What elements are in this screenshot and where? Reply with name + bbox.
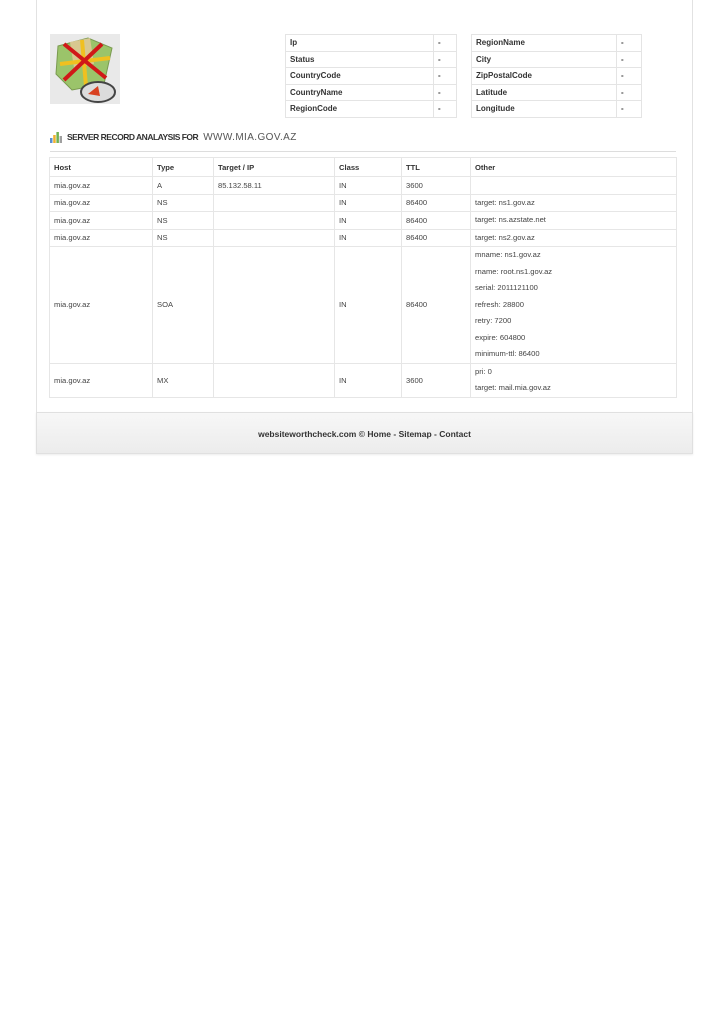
footer-sitemap-link[interactable]: Sitemap <box>398 429 432 439</box>
cell-type: MX <box>153 363 214 397</box>
geo-value: - <box>434 101 457 118</box>
cell-other <box>471 247 677 364</box>
cell-class: IN <box>335 177 402 195</box>
geo-row <box>286 35 457 52</box>
other-line: target: ns2.gov.az <box>475 232 535 242</box>
cell-class: IN <box>335 247 402 364</box>
geo-key: City <box>472 51 617 68</box>
cell-ttl: 86400 <box>402 212 471 230</box>
geo-row <box>286 84 457 101</box>
dns-records-table <box>49 157 677 398</box>
geo-row <box>472 68 642 85</box>
geo-value: - <box>617 68 642 85</box>
cell-host: mia.gov.az <box>50 212 153 230</box>
cell-other <box>471 363 677 397</box>
geo-row <box>472 35 642 52</box>
section-divider <box>50 151 676 152</box>
geo-key: CountryCode <box>286 68 434 85</box>
geo-row <box>286 101 457 118</box>
cell-host: mia.gov.az <box>50 177 153 195</box>
other-line: target: ns.azstate.net <box>475 215 546 224</box>
other-line: expire: 604800 <box>475 332 526 342</box>
cell-class: IN <box>335 229 402 247</box>
geo-row <box>472 51 642 68</box>
footer-separator: - <box>393 429 397 439</box>
cell-target <box>214 229 335 247</box>
cell-other <box>471 194 677 212</box>
cell-host: mia.gov.az <box>50 229 153 247</box>
cell-ttl: 86400 <box>402 247 471 364</box>
geo-value: - <box>617 51 642 68</box>
geo-key: Longitude <box>472 101 617 118</box>
other-line: refresh: 28800 <box>475 299 524 309</box>
cell-other <box>471 212 677 230</box>
dns-header-row <box>50 158 677 177</box>
cell-ttl: 86400 <box>402 229 471 247</box>
table-row <box>50 177 677 195</box>
cell-host: mia.gov.az <box>50 247 153 364</box>
geo-key: Status <box>286 51 434 68</box>
footer <box>36 412 693 454</box>
geo-info-table-left <box>285 34 457 118</box>
cell-type: NS <box>153 194 214 212</box>
table-row <box>50 363 677 397</box>
geo-key: ZipPostalCode <box>472 68 617 85</box>
cell-class: IN <box>335 212 402 230</box>
geo-row <box>472 84 642 101</box>
cell-ttl: 3600 <box>402 363 471 397</box>
cell-host: mia.gov.az <box>50 194 153 212</box>
geo-value: - <box>617 101 642 118</box>
geo-value: - <box>617 84 642 101</box>
table-row <box>50 247 677 364</box>
geo-row <box>286 51 457 68</box>
other-line: target: ns1.gov.az <box>475 197 535 207</box>
geo-row <box>286 68 457 85</box>
footer-home-link[interactable]: Home <box>367 429 391 439</box>
section-domain: WWW.MIA.GOV.AZ <box>203 131 297 143</box>
geo-value: - <box>434 51 457 68</box>
geo-value: - <box>434 68 457 85</box>
section-title: SERVER RECORD ANALAYSIS FOR <box>67 132 199 142</box>
col-host: Host <box>50 158 153 177</box>
geo-key: RegionCode <box>286 101 434 118</box>
table-row <box>50 194 677 212</box>
other-line: minimum-ttl: 86400 <box>475 349 540 358</box>
cell-type: SOA <box>153 247 214 364</box>
other-line: serial: 2011121100 <box>475 283 538 292</box>
other-line: rname: root.ns1.gov.az <box>475 266 553 276</box>
col-other: Other <box>471 158 677 177</box>
footer-site-link[interactable]: websiteworthcheck.com <box>258 429 357 439</box>
cell-host: mia.gov.az <box>50 363 153 397</box>
cell-type: NS <box>153 229 214 247</box>
other-line: pri: 0 <box>475 366 492 376</box>
cell-ttl: 3600 <box>402 177 471 195</box>
geo-row <box>472 101 642 118</box>
cell-ttl: 86400 <box>402 194 471 212</box>
map-location-icon <box>50 34 120 104</box>
geo-key: Latitude <box>472 84 617 101</box>
bar-chart-icon <box>50 131 62 143</box>
geo-value: - <box>434 84 457 101</box>
cell-other <box>471 177 677 195</box>
geo-key: CountryName <box>286 84 434 101</box>
footer-separator: - <box>434 429 437 439</box>
col-type: Type <box>153 158 214 177</box>
cell-target <box>214 363 335 397</box>
col-ttl: TTL <box>402 158 471 177</box>
geo-key: Ip <box>286 35 434 52</box>
cell-class: IN <box>335 363 402 397</box>
geo-value: - <box>617 35 642 52</box>
footer-copyright: © <box>358 429 365 439</box>
col-target: Target / IP <box>214 158 335 177</box>
table-row <box>50 229 677 247</box>
cell-target <box>214 194 335 212</box>
section-header <box>50 130 297 144</box>
other-line: target: mail.mia.gov.az <box>475 383 551 392</box>
geo-key: RegionName <box>472 35 617 52</box>
col-class: Class <box>335 158 402 177</box>
other-line: retry: 7200 <box>475 316 512 325</box>
cell-target <box>214 212 335 230</box>
cell-type: NS <box>153 212 214 230</box>
other-line: mname: ns1.gov.az <box>475 250 541 259</box>
cell-type: A <box>153 177 214 195</box>
cell-target <box>214 247 335 364</box>
table-row <box>50 212 677 230</box>
geo-info-table-right <box>471 34 642 118</box>
cell-target: 85.132.58.11 <box>214 177 335 195</box>
geo-value: - <box>434 35 457 52</box>
cell-class: IN <box>335 194 402 212</box>
footer-contact-link[interactable]: Contact <box>439 429 471 439</box>
cell-other <box>471 229 677 247</box>
